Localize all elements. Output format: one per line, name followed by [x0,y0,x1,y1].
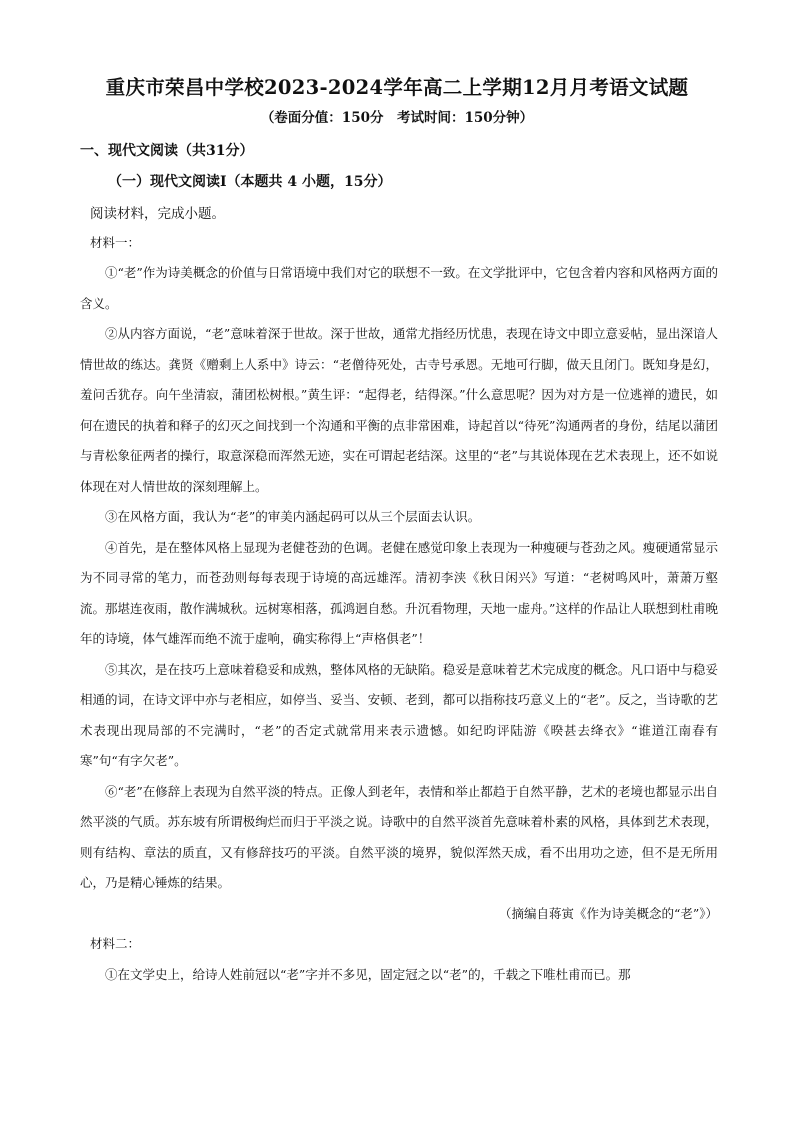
material1-paragraph-5: ⑤其次，是在技巧上意味着稳妥和成熟，整体风格的无缺陷。稳妥是意味着艺术完成度的概念。凡口语中与稳妥相通的词，在诗文评中亦与老相应，如停当、妥当、安顿、老到，都可以指称技巧意义上的“老”。反之，当诗歌的艺术表现出现局部的不完满时，“老”的否定式就常用来表示遗憾。如纪昀评陆游《暌甚去绛衣》“谁道江南春有寒”句“有字欠老”。 [80,661,718,768]
section-heading: 一、现代文阅读（共31分） [80,143,254,159]
material1-label: 材料一： [90,235,141,250]
material1-paragraph-2: ②从内容方面说，“老”意味着深于世故。深于世故，通常尤指经历忧患，表现在诗文中即立意妥帖，显出深谙人情世故的练达。龚贤《赠剩上人系中》诗云：“老僧待死处，古寺号承恩。无地可行脚，做天且闭门。既知身是幻，羞问舌犹存。向午坐清寂，蒲团松树根。”黄生评：“起得老，结得深。”什么意思呢？因为对方是一位逃禅的遗民，如何在遗民的执着和释子的幻灭之间找到一个沟通和平衡的点非常困难，诗起首以“待死”沟通两者的身份，结尾以蒲团与青松象征两者的操行，取意深稳而浑然无迹，实在可谓起老结深。这里的“老”与其说体现在艺术表现上，还不如说体现在对人情世故的深刻理解上。 [80,326,718,494]
material1-paragraph-3: ③在风格方面，我认为“老”的审美内涵起码可以从三个层面去认识。 [105,509,481,524]
exam-subtitle: （卷面分值：150分 考试时间：150分钟） [260,110,534,126]
exam-title: 重庆市荣昌中学校2023-2024学年高二上学期12月月考语文试题 [105,76,689,99]
material1-source: （摘编自蒋寅《作为诗美概念的“老”》） [498,905,718,921]
instruction-text: 阅读材料，完成小题。 [90,206,225,222]
subsection-heading: （一）现代文阅读Ⅰ（本题共 4 小题，15分） [108,174,392,190]
material1-paragraph-4: ④首先，是在整体风格上显现为老健苍劲的色调。老健在感觉印象上表现为一种瘦硬与苍劲之风。瘦硬通常显示为不同寻常的笔力，而苍劲则每每表现于诗境的高远雄浑。清初李浃《秋日闲兴》写道：“老树鸣风叶，萧萧万壑流。那堪连夜雨，散作满城秋。远树寒相落，孤鸿迥自愁。升沉看物理，天地一虚舟。”这样的作品让人联想到杜甫晚年的诗境，体气雄浑而绝不流于虚响，确实称得上“声格俱老”！ [80,539,718,646]
material2-paragraph-1: ①在文学史上，给诗人姓前冠以“老”字并不多见，固定冠之以“老”的，千载之下唯杜甫而已。那 [105,966,631,982]
material1-paragraph-1: ①“老”作为诗美概念的价值与日常语境中我们对它的联想不一致。在文学批评中，它包含着内容和风格两方面的含义。 [80,265,718,311]
material2-label: 材料二： [90,936,141,951]
reading-body [80,258,718,990]
material1-paragraph-6: ⑥“老”在修辞上表现为自然平淡的特点。正像人到老年，表情和举止都趋于自然平静，艺术的老境也都显示出自然平淡的气质。苏东坡有所谓极绚烂而归于平淡之说。诗歌中的自然平淡首先意味着朴素的风格，具体到艺术表现，则有结构、章法的质直，又有修辞技巧的平淡。自然平淡的境界，貌似浑然天成，看不出用功之迹，但不是无所用心，乃是精心锤炼的结果。 [80,783,718,890]
